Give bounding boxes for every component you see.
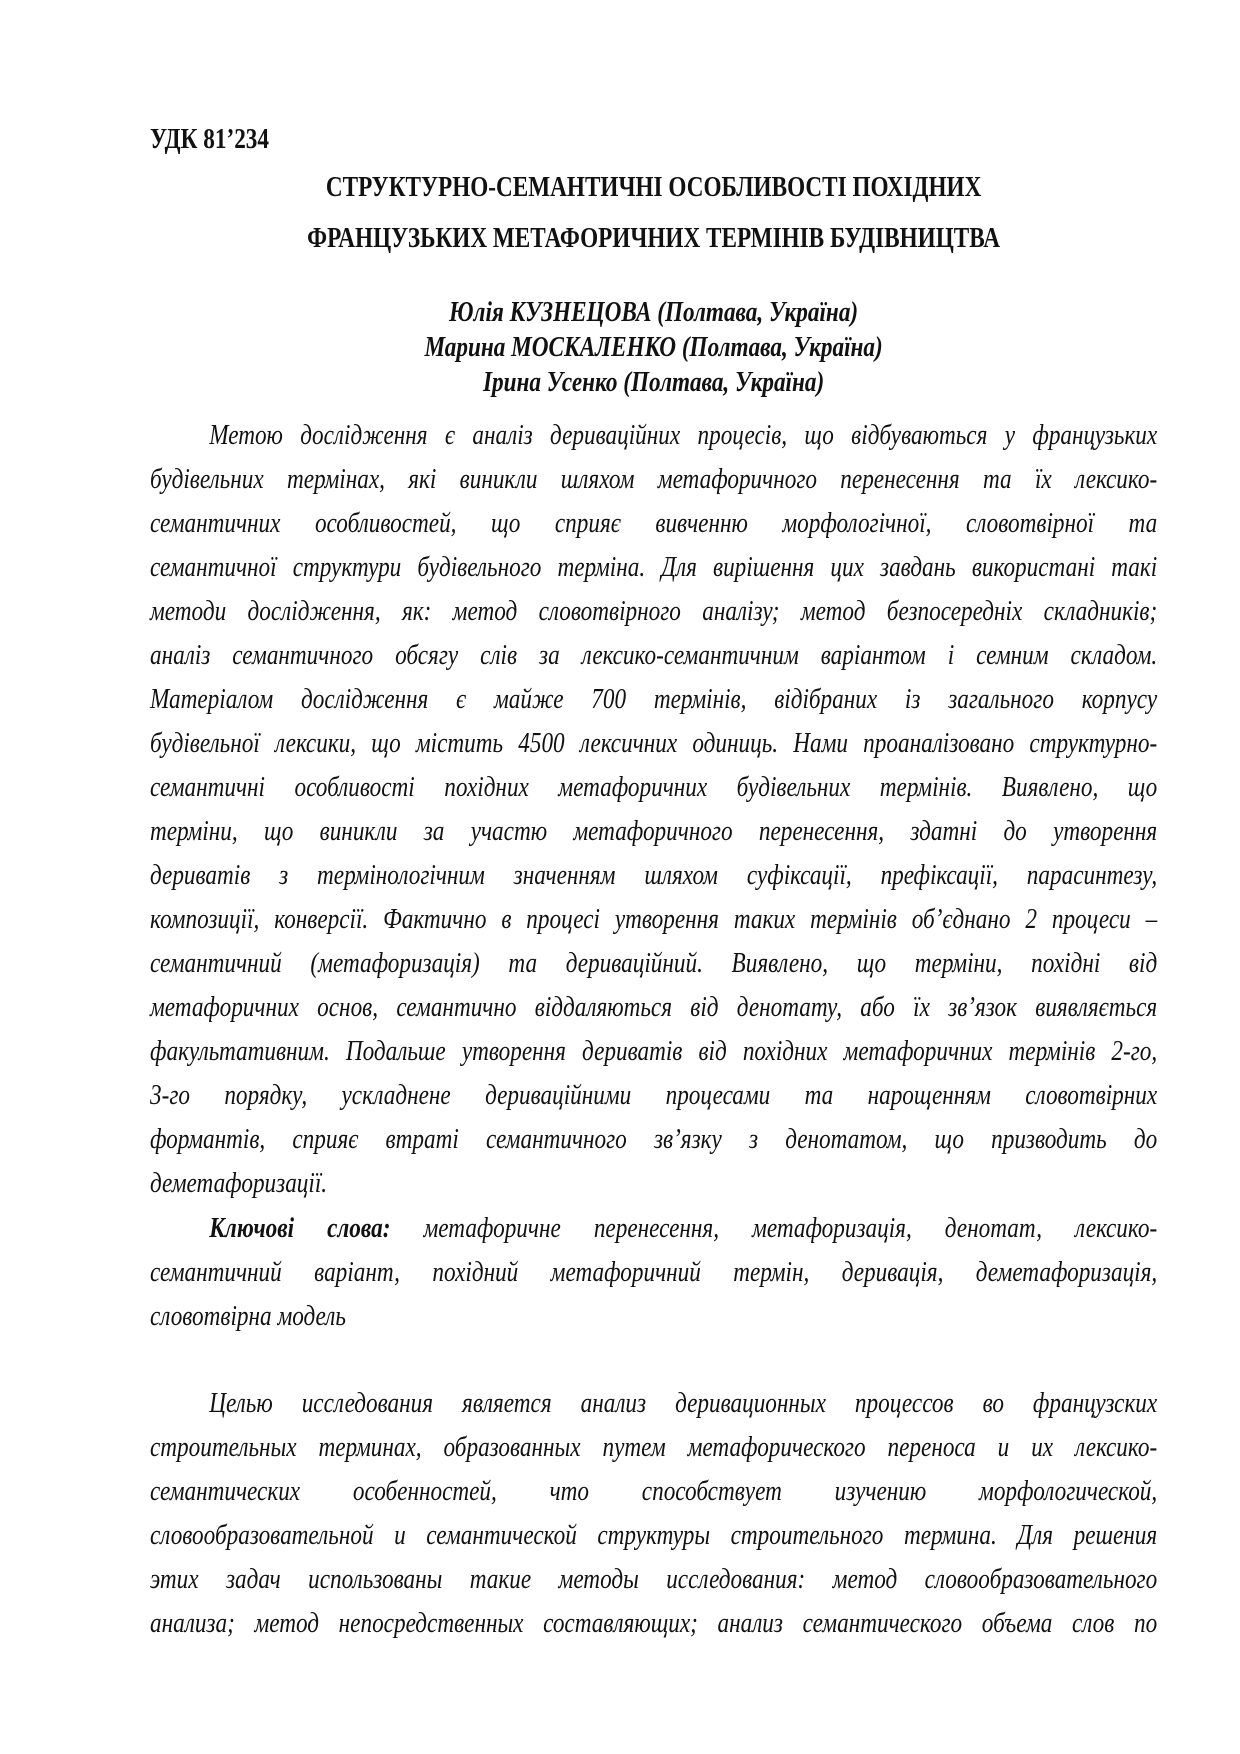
abstract-line: Матеріалом дослідження є майже 700 термінів, відібраних із загального корпусу <box>150 683 1158 715</box>
abstract-line: семантичної структури будівельного терміна. Для вирішення цих завдань використані такі <box>150 551 1158 583</box>
author-line: Юлія КУЗНЕЦОВА (Полтава, Україна) <box>449 296 859 328</box>
abstract-line: факультативним. Подальше утворення дериватів від похідних метафоричних термінів 2-го, <box>150 1035 1158 1067</box>
keywords-line <box>150 1206 1157 1250</box>
abstract-ukrainian <box>150 413 1240 1205</box>
abstract-line: формантів, сприяє втраті семантичного зв’язку з денотатом, що призводить до <box>150 1123 1158 1155</box>
abstract-line: 3-го порядку, ускладнене дериваційними процесами та нарощенням словотвірних <box>150 1079 1158 1111</box>
abstract-line: словообразовательной и семантической структуры строительного термина. Для решения <box>150 1519 1158 1551</box>
abstract-line: дериватів з термінологічним значенням шляхом суфіксації, префіксації, парасинтезу, <box>150 859 1158 891</box>
udc-code <box>150 118 1240 160</box>
paper-title <box>150 162 1240 264</box>
abstract-line: семантических особенностей, что способствует изучению морфологической, <box>150 1475 1158 1507</box>
abstract-line: этих задач использованы такие методы исследования: метод словообразовательного <box>150 1563 1158 1595</box>
abstract-line: будівельних термінах, які виникли шляхом метафоричного перенесення та їх лексико- <box>150 463 1158 495</box>
abstract-line: метафоричних основ, семантично віддаляються від денотату, або їх зв’язок виявляється <box>150 991 1158 1023</box>
abstract-line: аналіз семантичного обсягу слів за лексико-семантичним варіантом і семним складом. <box>150 639 1158 671</box>
abstract-russian <box>150 1381 1240 1645</box>
keywords-line: семантичний варіант, похідний метафоричний термін, деривація, деметафоризація, <box>150 1256 1158 1288</box>
abstract-line: строительных терминах, образованных путем метафорического переноса и их лексико- <box>150 1431 1158 1463</box>
abstract-line: семантичний (метафоризація) та дериваційний. Виявлено, що терміни, похідні від <box>150 947 1158 979</box>
keywords-section <box>150 1206 1240 1338</box>
abstract-line: деметафоризації. <box>150 1167 328 1199</box>
abstract-line: будівельної лексики, що містить 4500 лексичних одиниць. Нами проаналізовано структурно- <box>150 727 1158 759</box>
udc-label: УДК 81’234 <box>150 123 269 155</box>
title-line: СТРУКТУРНО-СЕМАНТИЧНІ ОСОБЛИВОСТІ ПОХІДНИХ <box>325 171 982 203</box>
abstract-line: методи дослідження, як: метод словотвірного аналізу; метод безпосередніх складників; <box>150 595 1158 627</box>
abstract-line: семантичні особливості похідних метафоричних будівельних термінів. Виявлено, що <box>150 771 1158 803</box>
abstract-line: семантичних особливостей, що сприяє вивченню морфологічної, словотвірної та <box>150 507 1158 539</box>
abstract-line: терміни, що виникли за участю метафоричного перенесення, здатні до утворення <box>150 815 1158 847</box>
authors-list <box>150 295 1240 400</box>
keywords-label: Ключові слова: <box>209 1212 391 1244</box>
author-line: Марина МОСКАЛЕНКО (Полтава, Україна) <box>424 331 883 363</box>
title-line: ФРАНЦУЗЬКИХ МЕТАФОРИЧНИХ ТЕРМІНІВ БУДІВНИЦТВА <box>307 222 1001 254</box>
abstract-line: Целью исследования является анализ деривационных процессов во французских <box>209 1387 1158 1419</box>
keywords-line: словотвірна модель <box>150 1300 346 1332</box>
author-line: Ірина Усенко (Полтава, Україна) <box>482 366 825 398</box>
abstract-line: композиції, конверсії. Фактично в процесі утворення таких термінів об’єднано 2 процеси – <box>150 903 1158 935</box>
abstract-line: анализа; метод непосредственных составляющих; анализ семантического объема слов по <box>150 1607 1158 1639</box>
abstract-line: Метою дослідження є аналіз дериваційних процесів, що відбуваються у французьких <box>209 419 1158 451</box>
keywords-text: метафоричне перенесення, метафоризація, денотат, лексико- <box>423 1212 1158 1244</box>
